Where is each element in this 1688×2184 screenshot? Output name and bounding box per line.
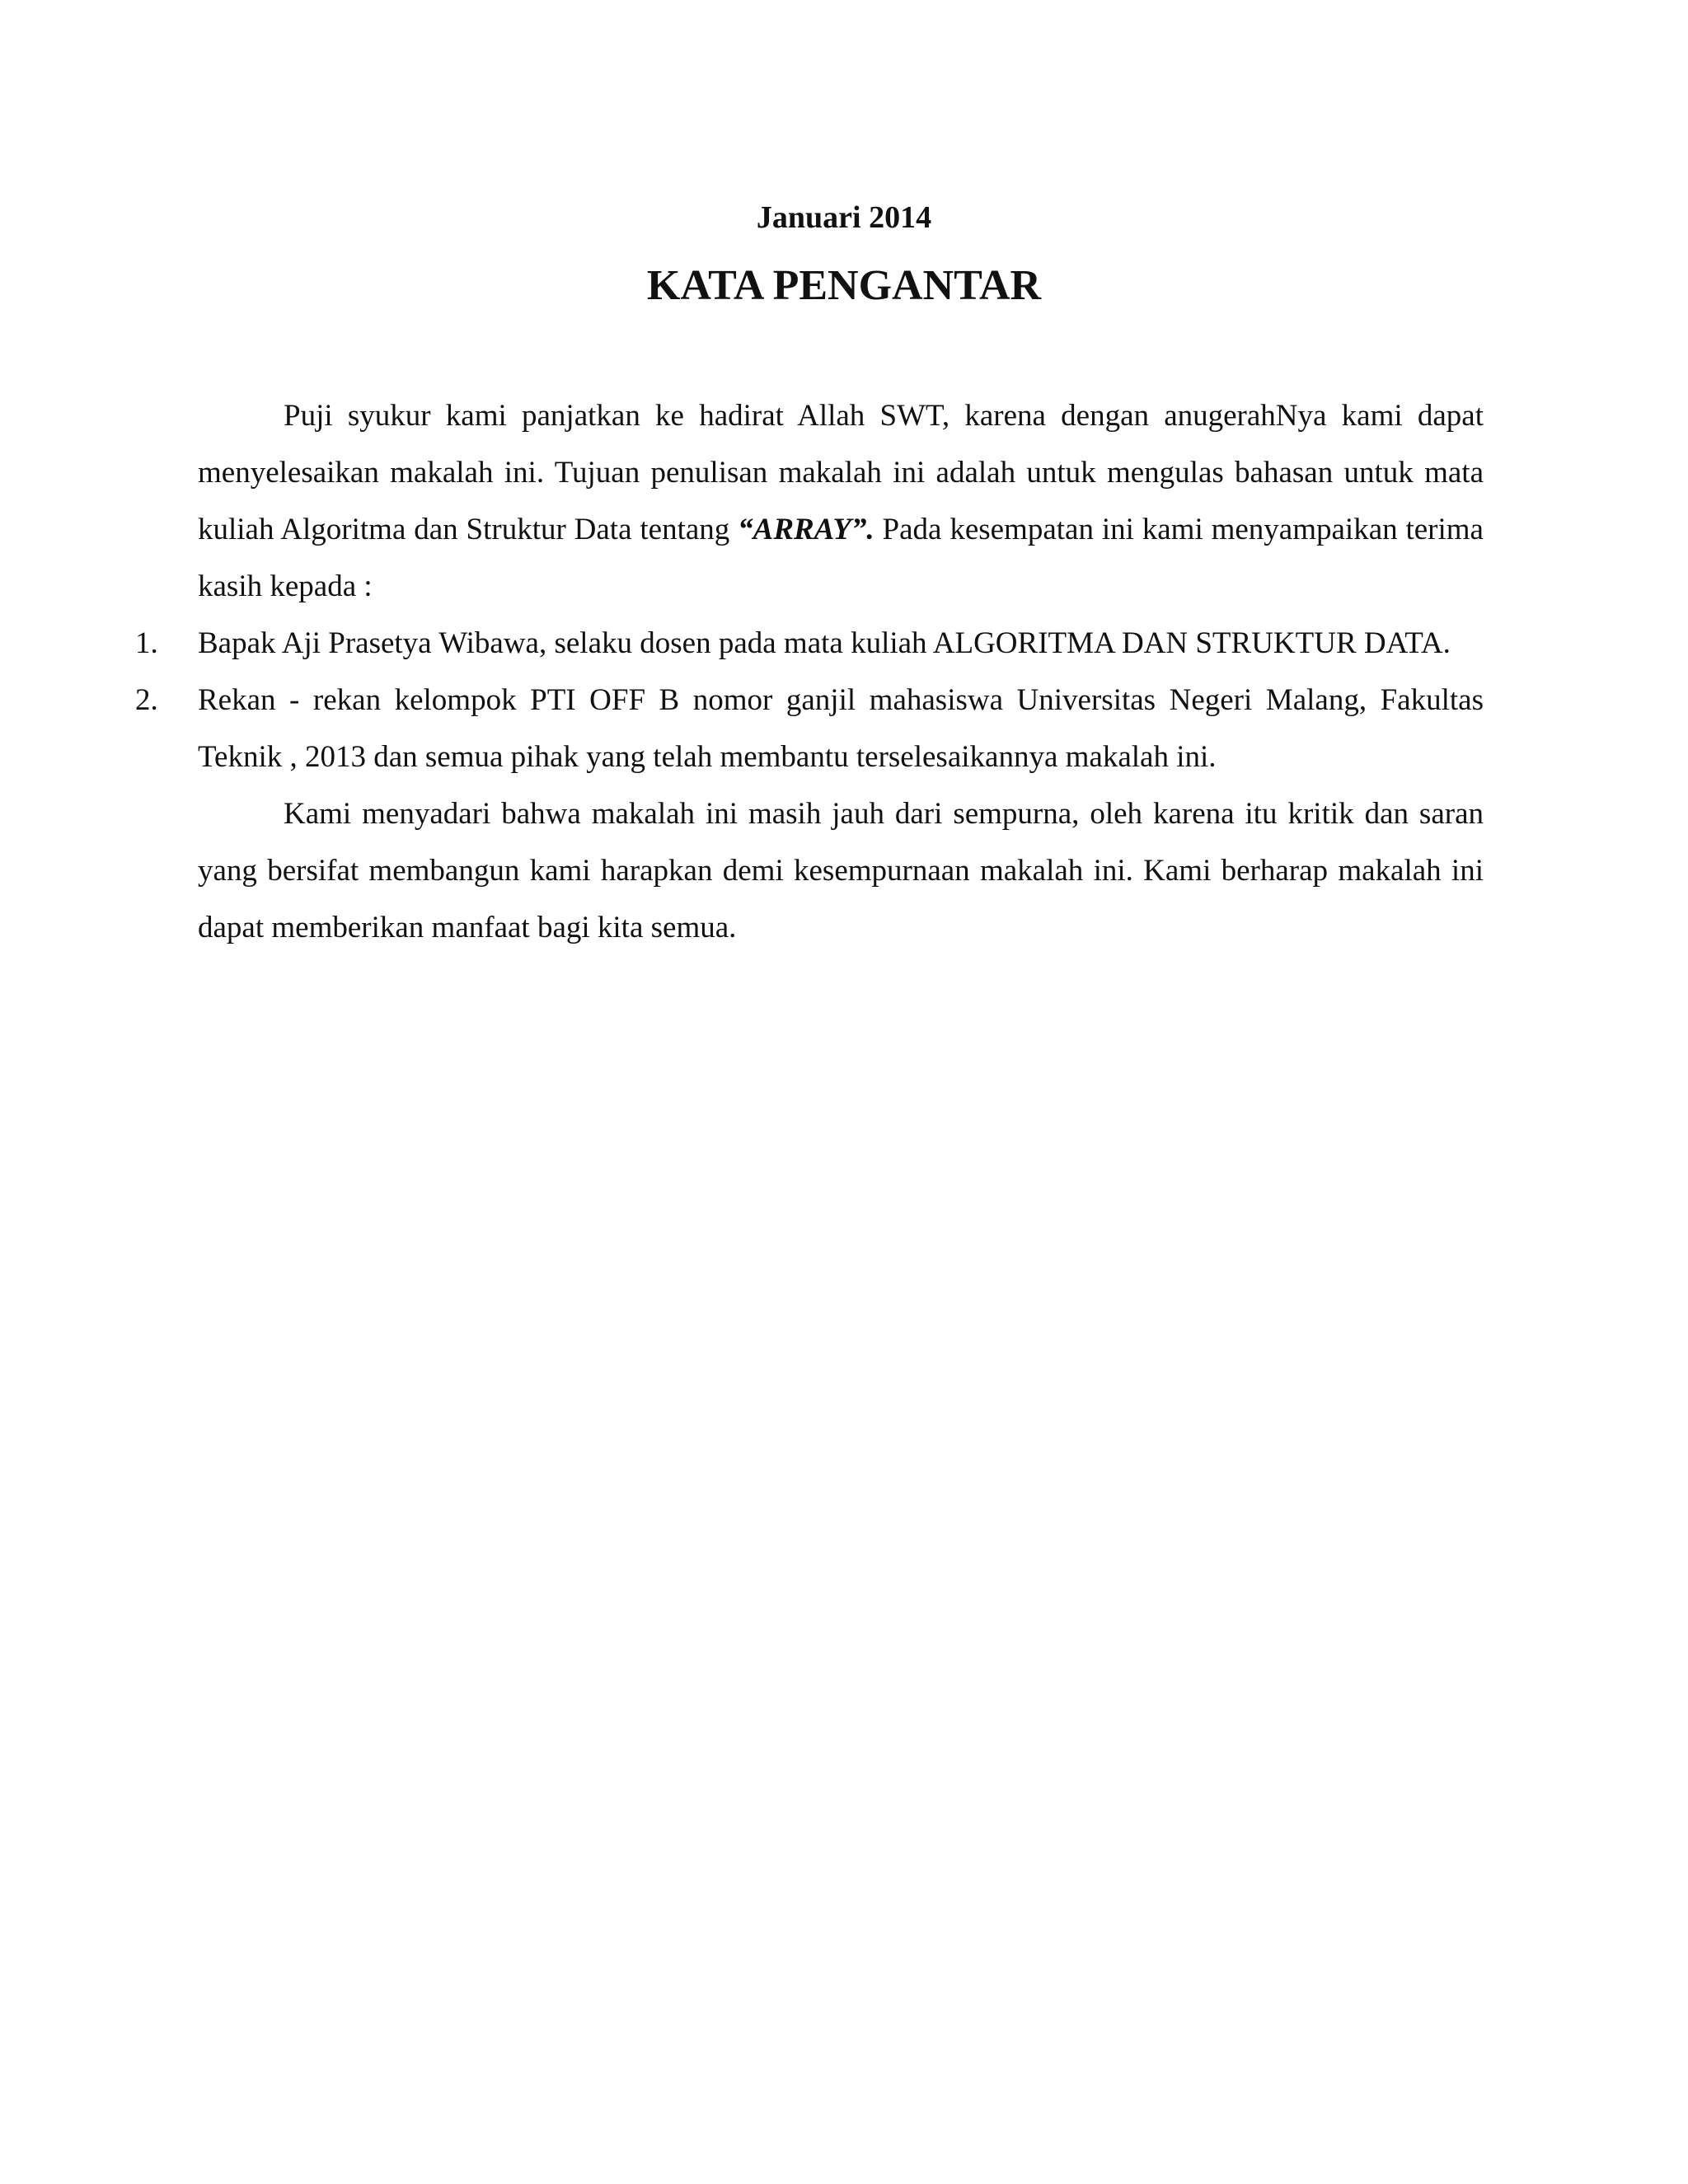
list-text: Bapak Aji Prasetya Wibawa, selaku dosen pada mata kuliah ALGORITMA DAN STRUKTUR DATA.: [198, 626, 1451, 660]
document-body: [135, 387, 1484, 956]
document-title: KATA PENGANTAR: [646, 262, 1042, 309]
intro-text: Puji syukur kami panjatkan ke hadirat Allah SWT, karena dengan anugerahNya kami dapat menyelesaikan makalah ini. Tujuan penulisan makalah ini adalah untuk mengulas bahasan untuk mata kuliah Algoritma dan Struktur Data tentang: [198, 399, 1484, 546]
list-text: Rekan - rekan kelompok PTI OFF B nomor ganjil mahasiswa Universitas Negeri Malang, Fakultas Teknik , 2013 dan semua pihak yang telah membantu terselesaikannya makalah ini.: [198, 683, 1484, 774]
intro-text-end: Pada kesempatan ini kami menyampaikan terima kasih kepada :: [198, 513, 1484, 603]
list-item: [135, 672, 1484, 785]
date-heading: Januari 2014: [756, 200, 932, 235]
list-number: 2.: [135, 683, 158, 717]
thanks-list: [135, 615, 1484, 785]
array-emphasis: “ARRAY”.: [738, 513, 874, 546]
intro-paragraph: [198, 387, 1484, 615]
list-number: 1.: [135, 626, 158, 660]
list-item: [135, 615, 1484, 672]
closing-paragraph: Kami menyadari bahwa makalah ini masih jauh dari sempurna, oleh karena itu kritik dan saran yang bersifat membangun kami harapkan demi kesempurnaan makalah ini. Kami berharap makalah ini dapat memberikan manfaat bagi kita semua.: [198, 797, 1484, 944]
